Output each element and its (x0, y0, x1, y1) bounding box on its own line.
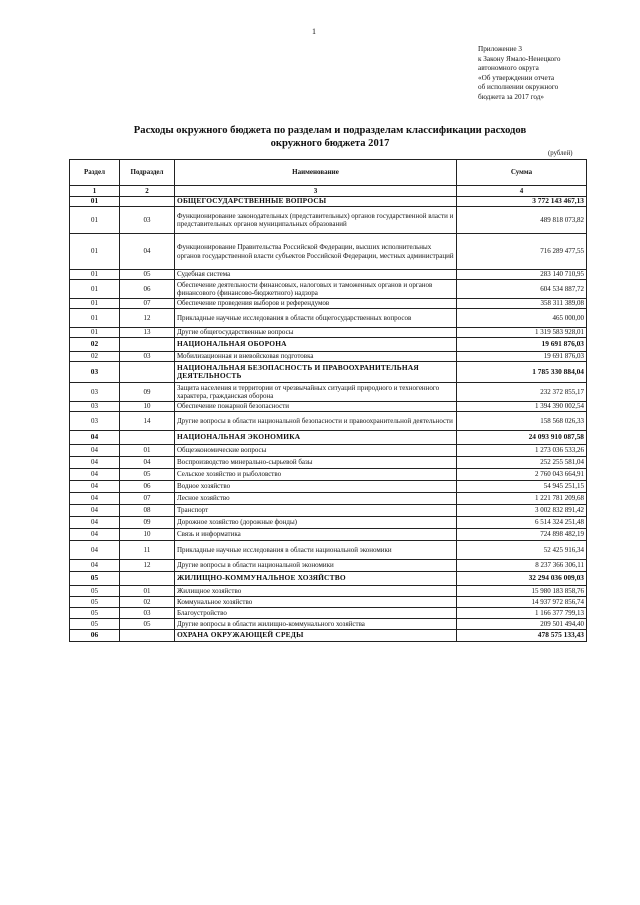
cell-section: 01 (70, 197, 120, 207)
cell-subsection (120, 630, 175, 642)
cell-section: 06 (70, 630, 120, 642)
cell-subsection: 01 (120, 445, 175, 457)
section-row (70, 338, 587, 352)
cell-subsection: 03 (120, 207, 175, 234)
table-row (70, 608, 587, 619)
table-row (70, 505, 587, 517)
cell-section: 04 (70, 529, 120, 541)
cell-name: Мобилизационная и вневойсковая подготовка (175, 352, 457, 362)
cell-section: 05 (70, 597, 120, 608)
section-row (70, 630, 587, 642)
table-row (70, 445, 587, 457)
section-row (70, 197, 587, 207)
cell-amount: 1 221 781 209,68 (457, 493, 587, 505)
cell-section: 01 (70, 280, 120, 299)
cell-name: ЖИЛИЩНО-КОММУНАЛЬНОЕ ХОЗЯЙСТВО (175, 572, 457, 586)
table-row (70, 270, 587, 280)
cell-amount: 252 255 581,04 (457, 457, 587, 469)
cell-subsection: 07 (120, 493, 175, 505)
table-row (70, 541, 587, 560)
budget-table (69, 159, 587, 642)
cell-subsection: 05 (120, 619, 175, 630)
cell-subsection: 07 (120, 299, 175, 309)
cell-subsection: 11 (120, 541, 175, 560)
cell-amount: 209 501 494,40 (457, 619, 587, 630)
cell-section: 03 (70, 362, 120, 383)
cell-amount: 6 514 324 251,48 (457, 517, 587, 529)
cell-name: Лесное хозяйство (175, 493, 457, 505)
cell-name: НАЦИОНАЛЬНАЯ ОБОРОНА (175, 338, 457, 352)
table-row (70, 234, 587, 270)
cell-subsection: 10 (120, 529, 175, 541)
cell-name: Другие вопросы в области жилищно-коммунального хозяйства (175, 619, 457, 630)
appendix-line: об исполнении окружного (478, 83, 559, 92)
cell-amount: 283 140 710,95 (457, 270, 587, 280)
table-row (70, 412, 587, 431)
cell-amount: 32 294 036 009,03 (457, 572, 587, 586)
section-row (70, 431, 587, 445)
cell-name: Транспорт (175, 505, 457, 517)
cell-name: Водное хозяйство (175, 481, 457, 493)
column-number-row (70, 186, 587, 197)
cell-amount: 19 691 876,03 (457, 352, 587, 362)
cell-amount: 724 898 482,19 (457, 529, 587, 541)
appendix-line: «Об утверждении отчета (478, 73, 555, 82)
title-line: окружного бюджета 2017 (270, 138, 390, 149)
header-row (70, 160, 587, 186)
cell-section: 03 (70, 412, 120, 431)
table-row (70, 328, 587, 338)
table-row (70, 457, 587, 469)
cell-section: 05 (70, 608, 120, 619)
cell-name: Воспроизводство минерально-сырьевой базы (175, 457, 457, 469)
cell-name: Дорожное хозяйство (дорожные фонды) (175, 517, 457, 529)
cell-amount: 8 237 366 306,11 (457, 560, 587, 572)
cell-subsection: 03 (120, 352, 175, 362)
column-number: 2 (120, 186, 175, 197)
header-name: Наименование (175, 160, 457, 186)
cell-section: 05 (70, 586, 120, 597)
cell-name: Общеэкономические вопросы (175, 445, 457, 457)
cell-subsection (120, 431, 175, 445)
cell-amount: 1 273 036 533,26 (457, 445, 587, 457)
cell-section: 04 (70, 560, 120, 572)
cell-subsection (120, 362, 175, 383)
cell-section: 04 (70, 493, 120, 505)
cell-subsection: 01 (120, 586, 175, 597)
cell-name: Связь и информатика (175, 529, 457, 541)
cell-name: Жилищное хозяйство (175, 586, 457, 597)
table-row (70, 309, 587, 328)
title-line: Расходы окружного бюджета по разделам и подразделам классификации расходов (133, 125, 527, 136)
cell-name: НАЦИОНАЛЬНАЯ ЭКОНОМИКА (175, 431, 457, 445)
cell-amount: 489 818 073,82 (457, 207, 587, 234)
cell-section: 03 (70, 402, 120, 412)
cell-section: 04 (70, 431, 120, 445)
header-section: Раздел (70, 160, 120, 186)
column-number: 4 (457, 186, 587, 197)
cell-subsection: 06 (120, 481, 175, 493)
cell-subsection: 10 (120, 402, 175, 412)
cell-amount: 1 166 377 799,13 (457, 608, 587, 619)
table-row (70, 481, 587, 493)
cell-section: 03 (70, 383, 120, 402)
cell-subsection: 09 (120, 517, 175, 529)
table-row (70, 560, 587, 572)
cell-subsection: 04 (120, 457, 175, 469)
cell-subsection: 05 (120, 270, 175, 280)
column-number: 1 (70, 186, 120, 197)
header-subsection: Подраздел (120, 160, 175, 186)
cell-name: Другие вопросы в области национальной безопасности и правоохранительной деятельности (175, 412, 457, 431)
page-number: 1 (312, 27, 316, 36)
cell-section: 04 (70, 457, 120, 469)
cell-name: Коммунальное хозяйство (175, 597, 457, 608)
cell-subsection (120, 197, 175, 207)
cell-name: Обеспечение деятельности финансовых, налоговых и таможенных органов и органов финансового (финансово-бюджетного) надзора (175, 280, 457, 299)
cell-subsection: 06 (120, 280, 175, 299)
page-margin (0, 760, 640, 905)
table-row (70, 402, 587, 412)
cell-subsection: 12 (120, 560, 175, 572)
cell-name: Защита населения и территории от чрезвычайных ситуаций природного и техногенного характера, гражданская оборона (175, 383, 457, 402)
appendix-line: к Закону Ямало-Ненецкого (478, 54, 561, 63)
cell-name: Обеспечение пожарной безопасности (175, 402, 457, 412)
cell-subsection (120, 572, 175, 586)
cell-name: Сельское хозяйство и рыболовство (175, 469, 457, 481)
cell-amount: 52 425 916,34 (457, 541, 587, 560)
cell-amount: 54 945 251,15 (457, 481, 587, 493)
cell-section: 04 (70, 469, 120, 481)
cell-subsection: 08 (120, 505, 175, 517)
cell-subsection: 02 (120, 597, 175, 608)
table-row (70, 299, 587, 309)
header-amount: Сумма (457, 160, 587, 186)
cell-section: 01 (70, 328, 120, 338)
cell-section: 02 (70, 352, 120, 362)
table-row (70, 586, 587, 597)
cell-section: 01 (70, 234, 120, 270)
table-row (70, 619, 587, 630)
cell-section: 04 (70, 505, 120, 517)
cell-subsection: 12 (120, 309, 175, 328)
cell-section: 04 (70, 541, 120, 560)
cell-name: Функционирование законодательных (представительных) органов государственной власти и представительных органов муниципальных образований (175, 207, 457, 234)
table-row (70, 469, 587, 481)
cell-subsection: 04 (120, 234, 175, 270)
cell-section: 04 (70, 517, 120, 529)
cell-amount: 3 772 143 467,13 (457, 197, 587, 207)
table-row (70, 207, 587, 234)
cell-name: Другие общегосударственные вопросы (175, 328, 457, 338)
table-body (70, 197, 587, 642)
cell-name: ОБЩЕГОСУДАРСТВЕННЫЕ ВОПРОСЫ (175, 197, 457, 207)
cell-name: ОХРАНА ОКРУЖАЮЩЕЙ СРЕДЫ (175, 630, 457, 642)
table-row (70, 280, 587, 299)
document-title (70, 124, 590, 150)
cell-subsection: 03 (120, 608, 175, 619)
cell-section: 01 (70, 309, 120, 328)
cell-subsection (120, 338, 175, 352)
table-row (70, 529, 587, 541)
cell-amount: 14 937 972 856,74 (457, 597, 587, 608)
cell-amount: 3 002 832 891,42 (457, 505, 587, 517)
cell-name: Прикладные научные исследования в области общегосударственных вопросов (175, 309, 457, 328)
cell-amount: 2 760 043 664,91 (457, 469, 587, 481)
cell-name: Благоустройство (175, 608, 457, 619)
cell-amount: 465 000,00 (457, 309, 587, 328)
cell-amount: 716 289 477,55 (457, 234, 587, 270)
cell-section: 02 (70, 338, 120, 352)
section-row (70, 572, 587, 586)
cell-name: Судебная система (175, 270, 457, 280)
column-number: 3 (175, 186, 457, 197)
cell-subsection: 05 (120, 469, 175, 481)
cell-amount: 24 093 910 087,58 (457, 431, 587, 445)
cell-section: 01 (70, 299, 120, 309)
appendix-line: автономного округа (478, 64, 539, 73)
cell-name: НАЦИОНАЛЬНАЯ БЕЗОПАСНОСТЬ И ПРАВООХРАНИТЕЛЬНАЯ ДЕЯТЕЛЬНОСТЬ (175, 362, 457, 383)
table-row (70, 383, 587, 402)
table-row (70, 352, 587, 362)
cell-amount: 1 785 330 884,04 (457, 362, 587, 383)
cell-amount: 15 980 183 858,76 (457, 586, 587, 597)
cell-amount: 158 568 026,33 (457, 412, 587, 431)
cell-name: Другие вопросы в области национальной экономики (175, 560, 457, 572)
cell-name: Функционирование Правительства Российской Федерации, высших исполнительных органов государственной власти субъектов Российской Федерации, местных администраций (175, 234, 457, 270)
cell-name: Прикладные научные исследования в области национальной экономики (175, 541, 457, 560)
cell-amount: 358 311 389,08 (457, 299, 587, 309)
appendix-line: Приложение 3 (478, 45, 522, 53)
table-row (70, 517, 587, 529)
cell-amount: 1 394 390 002,54 (457, 402, 587, 412)
appendix-line: бюджета за 2017 год» (478, 92, 544, 101)
table-row (70, 493, 587, 505)
cell-section: 05 (70, 619, 120, 630)
units-label: (рублей) (548, 150, 573, 157)
cell-amount: 19 691 876,03 (457, 338, 587, 352)
cell-section: 04 (70, 481, 120, 493)
section-row (70, 362, 587, 383)
cell-subsection: 13 (120, 328, 175, 338)
cell-section: 01 (70, 207, 120, 234)
cell-amount: 604 534 887,72 (457, 280, 587, 299)
cell-section: 04 (70, 445, 120, 457)
cell-subsection: 09 (120, 383, 175, 402)
table-row (70, 597, 587, 608)
cell-section: 01 (70, 270, 120, 280)
cell-amount: 1 319 583 928,01 (457, 328, 587, 338)
cell-subsection: 14 (120, 412, 175, 431)
cell-section: 05 (70, 572, 120, 586)
appendix-note (478, 45, 628, 103)
cell-amount: 232 372 855,17 (457, 383, 587, 402)
cell-name: Обеспечение проведения выборов и референдумов (175, 299, 457, 309)
cell-amount: 478 575 133,43 (457, 630, 587, 642)
